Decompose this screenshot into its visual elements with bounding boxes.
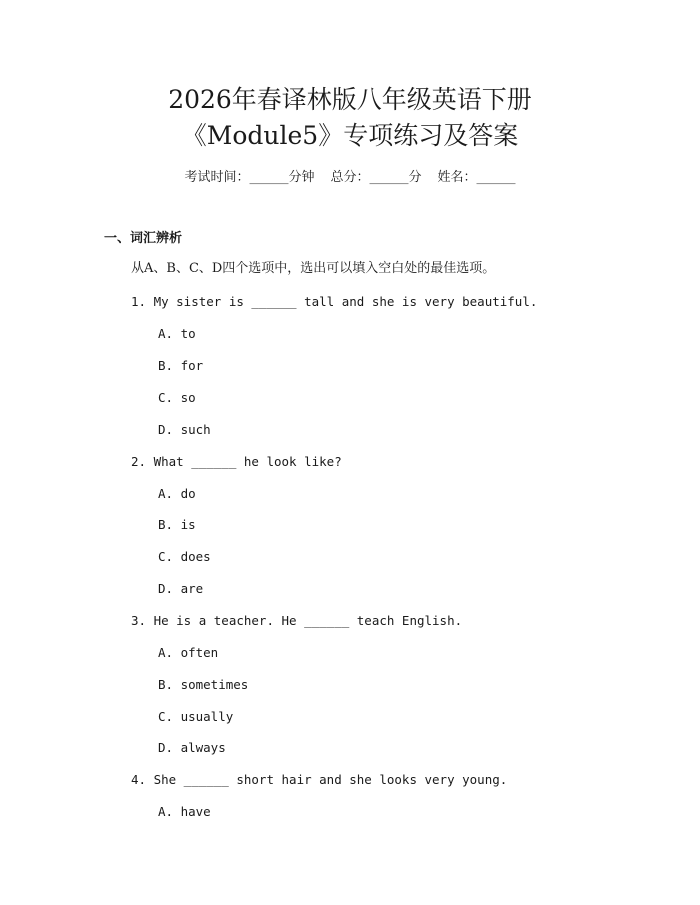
exam-total-score: 总分：______分 [330, 170, 422, 185]
question-2-option-d: D. are [158, 581, 204, 596]
question-4: 4. She ______ short hair and she looks very young. [131, 772, 508, 787]
question-4-option-a: A. have [158, 804, 211, 819]
question-1-option-d: D. such [158, 422, 211, 437]
question-1: 1. My sister is ______ tall and she is very beautiful. [131, 294, 538, 309]
question-3-option-b: B. sometimes [158, 677, 249, 692]
exam-time: 考试时间：______分钟 [184, 170, 315, 185]
question-2-option-a: A. do [158, 486, 196, 501]
question-3-option-a: A. often [158, 645, 219, 660]
question-3-option-c: C. usually [158, 709, 234, 724]
question-2-option-c: C. does [158, 549, 211, 564]
document-title-line2: 《Module5》专项练习及答案 [181, 121, 519, 150]
document-title-line1: 2026年春译林版八年级英语下册 [168, 85, 532, 114]
question-1-option-a: A. to [158, 326, 196, 341]
exam-meta-line [0, 169, 700, 187]
section-instruction: 从A、B、C、D四个选项中，选出可以填入空白处的最佳选项。 [131, 261, 496, 276]
question-3-option-d: D. always [158, 740, 226, 755]
question-2-option-b: B. is [158, 517, 196, 532]
question-1-option-b: B. for [158, 358, 204, 373]
question-3: 3. He is a teacher. He ______ teach English. [131, 613, 463, 628]
student-name: 姓名：______ [437, 170, 516, 185]
question-2: 2. What ______ he look like? [131, 454, 342, 469]
section-title: 一、词汇辨析 [104, 231, 183, 246]
question-1-option-c: C. so [158, 390, 196, 405]
